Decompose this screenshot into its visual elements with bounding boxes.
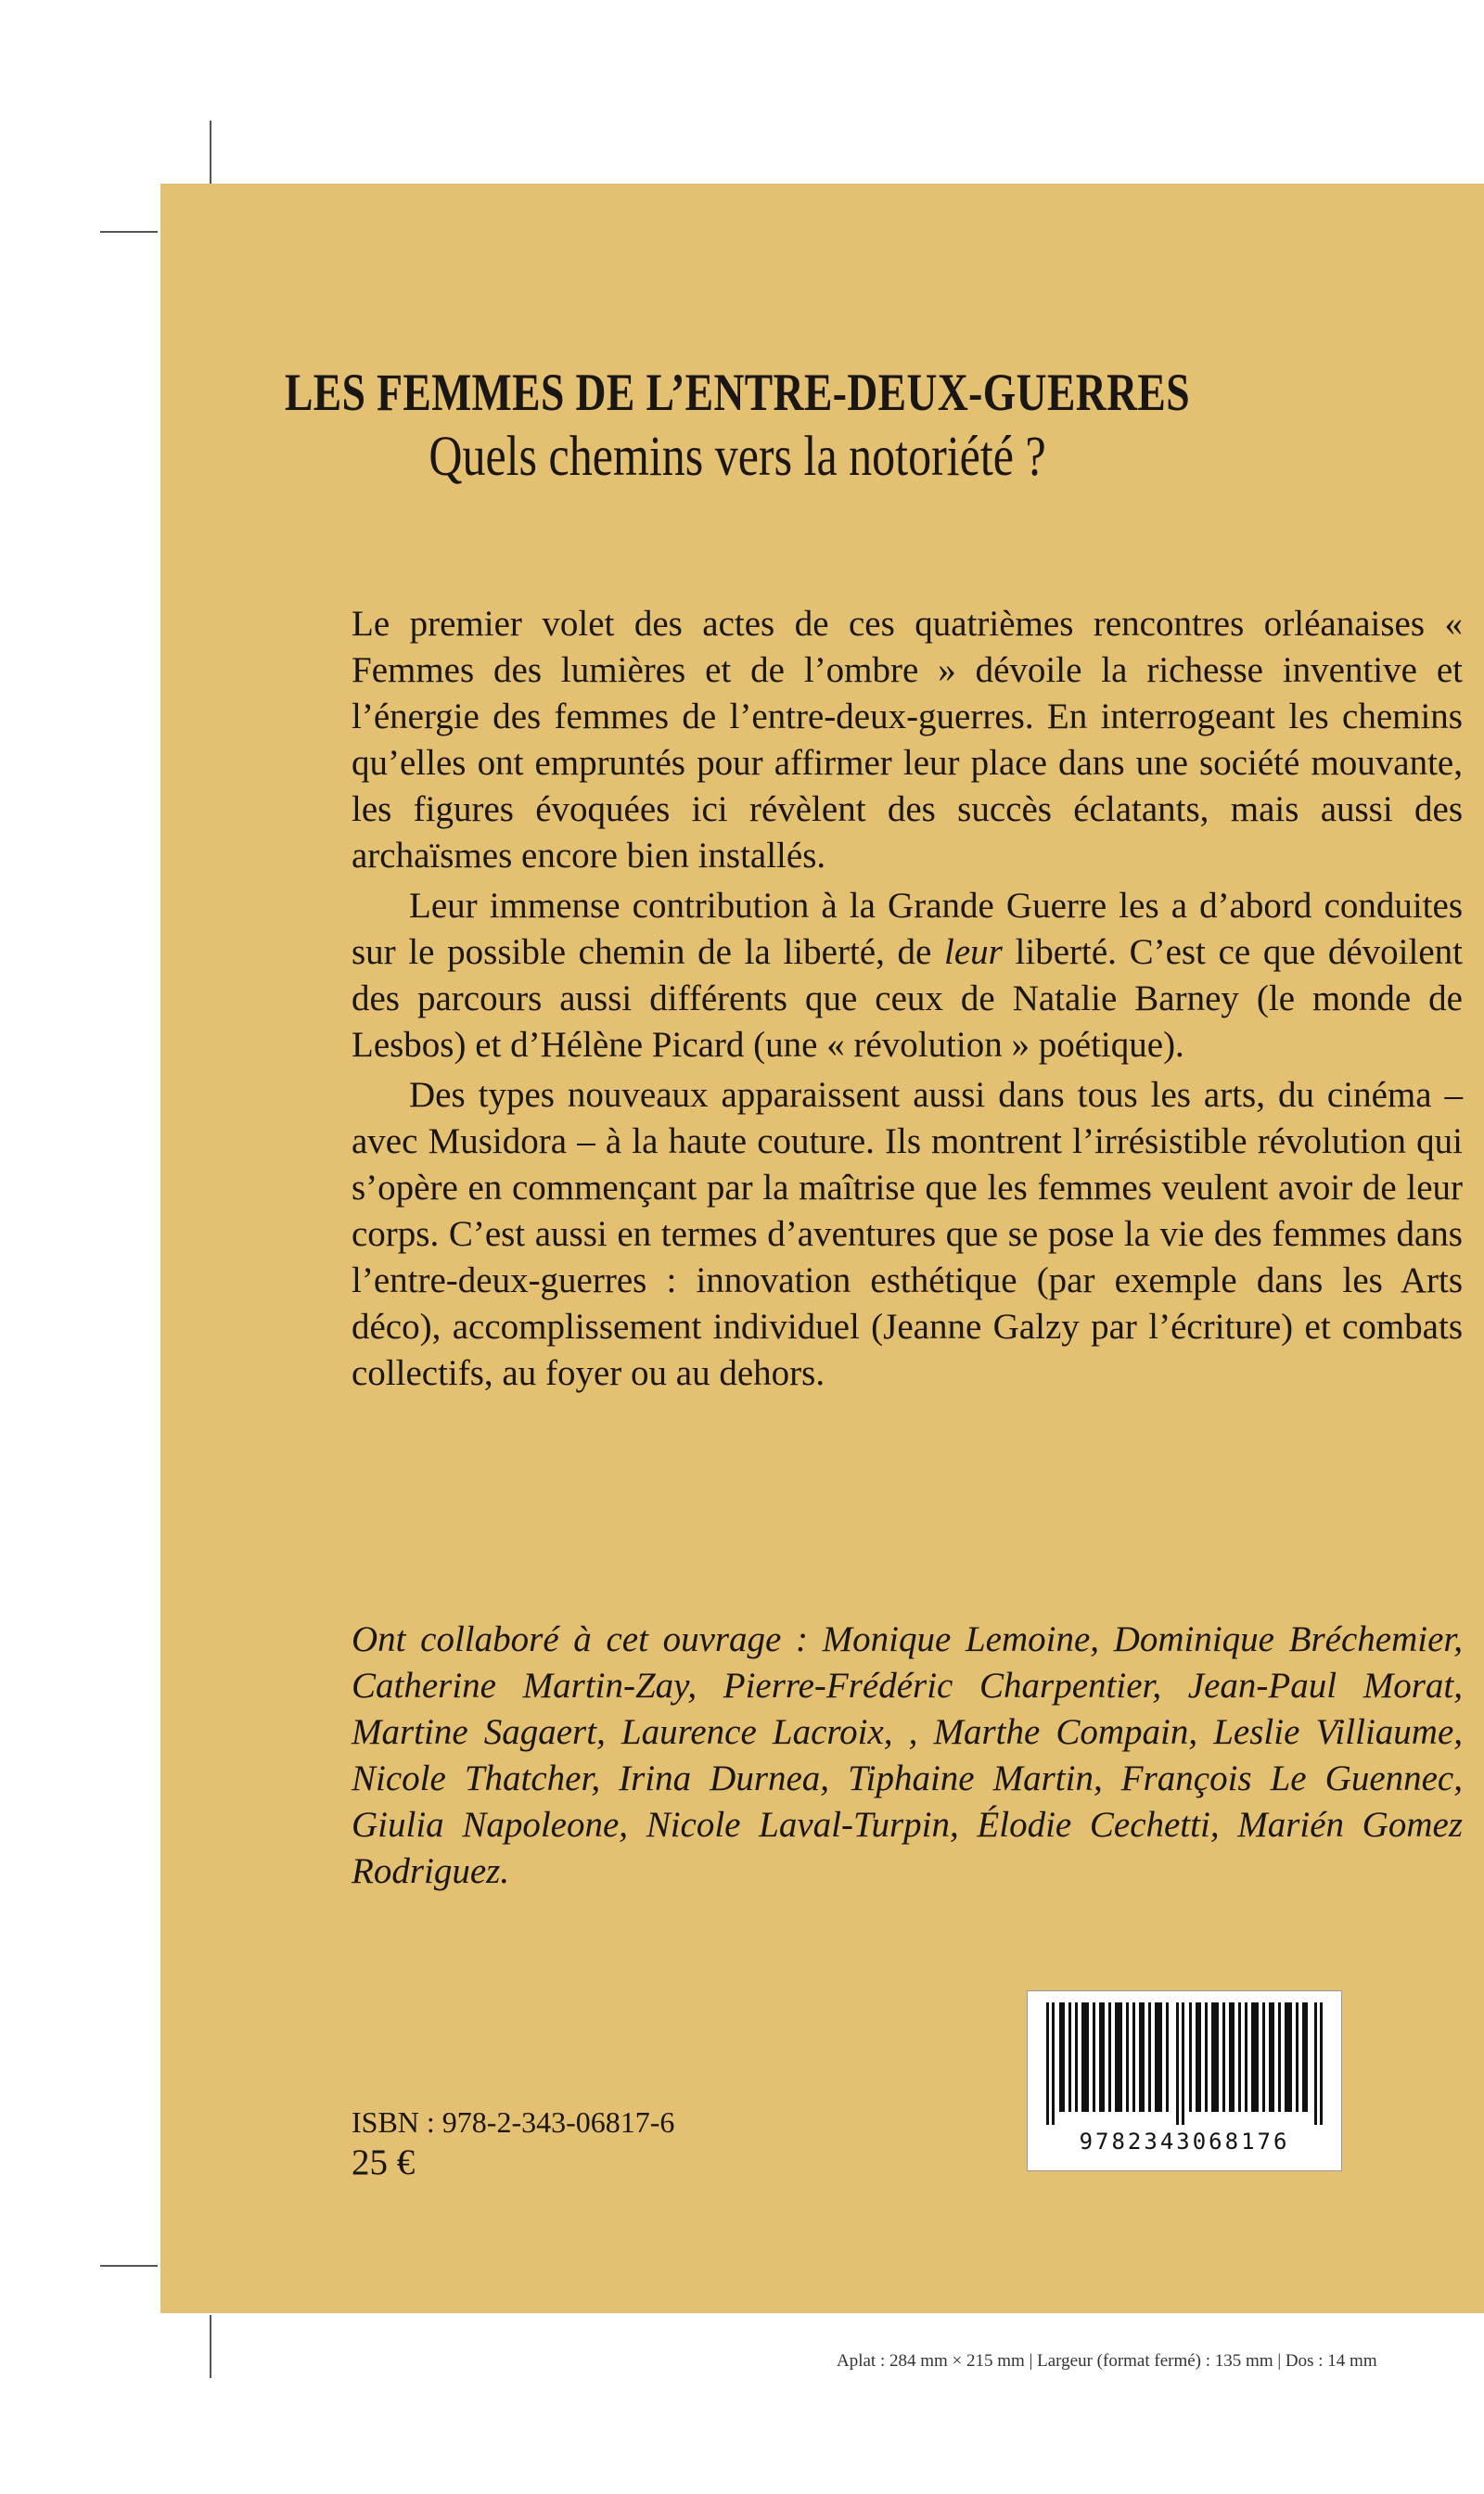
blurb-paragraph-3: Des types nouveaux apparaissent aussi dans tous les arts, du cinéma – avec Musidora – à la haute couture. Ils montrent l’irrésistible révolution qui s’opère en commençant par la maîtrise que les femmes veulent avoir de leur corps. C’est aussi en termes d’aventures que se pose la vie des femmes dans l’entre-deux-guerres : innovation esthétique (par exemple dans les Arts déco), accomplissement individuel (Jeanne Galzy par l’écriture) et combats collectifs, au foyer ou au dehors. xyxy=(352,1075,1463,1393)
blurb-paragraph-2 xyxy=(352,883,1463,1068)
crop-mark-bottom-vertical xyxy=(210,2315,211,2378)
crop-mark-top-vertical xyxy=(210,121,211,185)
back-cover xyxy=(160,184,1484,2313)
crop-mark-bottom-horizontal xyxy=(100,2265,158,2267)
barcode xyxy=(1027,1990,1342,2171)
contributors-list: Ont collaboré à cet ouvrage : Monique Lemoine, Dominique Bréchemier, Catherine Martin-Zay, Pierre-Frédéric Charpentier, Jean-Paul Morat, Martine Sagaert, Laurence Lacroix, , Marthe Compain, Leslie Villiaume, Nicole Thatcher, Irina Durnea, Tiphaine Martin, François Le Guennec, Giulia Napoleone, Nicole Laval-Turpin, Élodie Cechetti, Marién Gomez Rodriguez. xyxy=(352,1619,1463,1891)
blurb-paragraph-2-start: Leur immense contribution à la Grande Guerre les a d’abord conduites sur le possible chemin de la liberté, de xyxy=(352,886,1463,972)
print-specs: Aplat : 284 mm × 215 mm | Largeur (format fermé) : 135 mm | Dos : 14 mm xyxy=(837,2351,1377,2371)
blurb-italic-word: leur xyxy=(944,932,1003,972)
book-title: LES FEMMES DE L’ENTRE-DEUX-GUERRES xyxy=(284,364,1190,422)
book-subtitle: Quels chemins vers la notoriété ? xyxy=(429,426,1046,488)
barcode-bars-icon xyxy=(1046,2002,1323,2125)
title-block xyxy=(0,363,1475,490)
blurb xyxy=(352,601,1463,1400)
crop-mark-top-horizontal xyxy=(100,231,158,233)
blurb-paragraph-2-end: liberté. C’est ce que dévoilent des parcours aussi différents que ceux de Natalie Barney (le monde de Lesbos) et d’Hélène Picard (une « révolution » poétique). xyxy=(352,932,1463,1065)
blurb-paragraph-1: Le premier volet des actes de ces quatrièmes rencontres orléanaises « Femmes des lumières et de l’ombre » dévoile la richesse inventive et l’énergie des femmes de l’entre-deux-guerres. En interrogeant les chemins qu’elles ont empruntés pour affirmer leur place dans une société mouvante, les figures évoquées ici révèlent des succès éclatants, mais aussi des archaïsmes encore bien installés. xyxy=(352,604,1463,876)
isbn: ISBN : 978-2-343-06817-6 xyxy=(352,2105,675,2139)
price: 25 € xyxy=(352,2142,416,2182)
barcode-digits: 9782343068176 xyxy=(1079,2129,1290,2155)
